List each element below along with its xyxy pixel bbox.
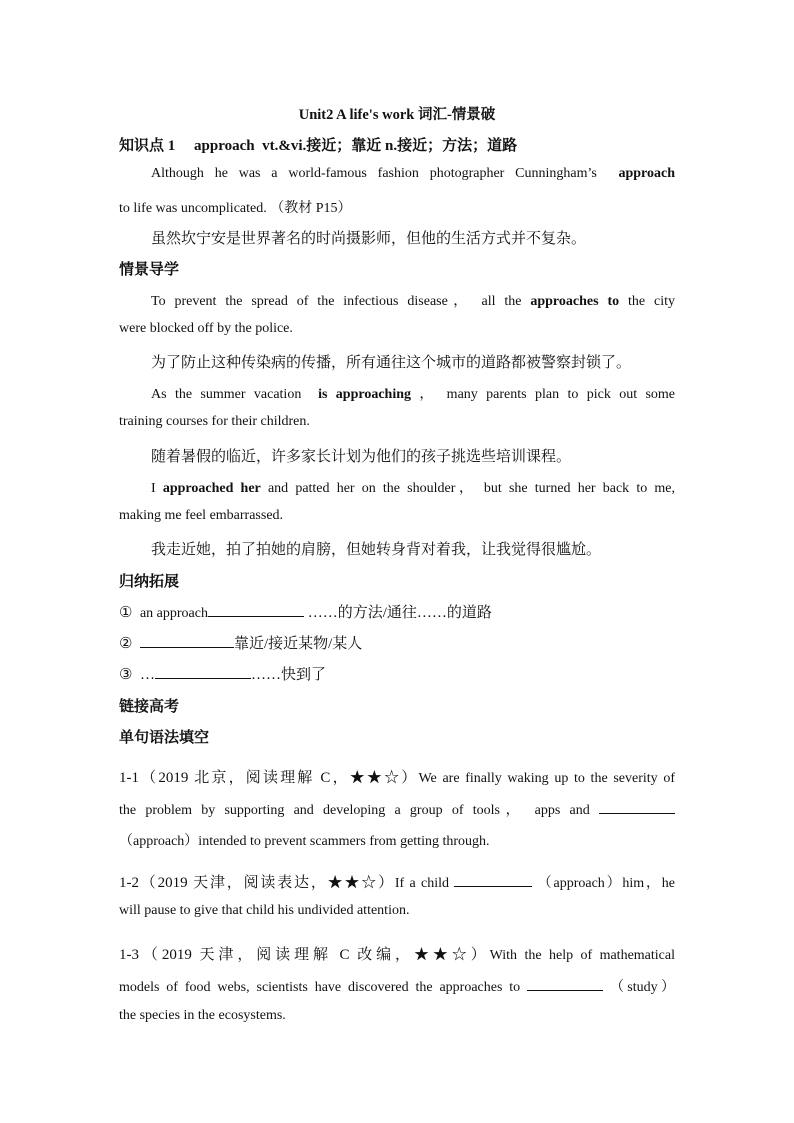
- context-3-line2: making me feel embarrassed.: [119, 508, 284, 523]
- question-1-1-line1: [119, 766, 675, 787]
- kp-word: approach: [194, 138, 255, 154]
- summary-item-meaning: 靠近/接近某物/某人: [233, 636, 363, 652]
- page-title: Unit2 A life's work 词汇-情景破: [298, 107, 496, 123]
- link-heading: 链接高考: [119, 699, 180, 715]
- fill-heading: 单句语法填空: [119, 730, 210, 746]
- example-en-text: Although he was a world-famous fashion photographer Cunningham’s: [151, 166, 597, 181]
- context-3-line1: [151, 477, 675, 497]
- context-2-text-a: As the summer vacation: [151, 387, 302, 402]
- context-3-text-b: and patted her on the shoulder， but she turned her back to me,: [267, 481, 676, 496]
- question-1-3-text: （study）: [609, 980, 676, 995]
- answer-blank[interactable]: [527, 976, 603, 991]
- example-en-bold: approach: [618, 166, 675, 181]
- kp-label: 知识点 1: [119, 138, 176, 154]
- answer-blank[interactable]: [140, 633, 234, 648]
- context-heading: 情景导学: [119, 262, 180, 278]
- example-en-line1: [151, 166, 675, 182]
- summary-item-prefix: an approach: [139, 606, 208, 621]
- summary-item-number: ①: [119, 605, 133, 621]
- question-1-3-line2: [119, 976, 675, 996]
- context-1-text-b: the city: [628, 294, 675, 309]
- question-1-1-line3: （approach）intended to prevent scammers from getting through.: [119, 834, 490, 849]
- context-1-cn: 为了防止这种传染病的传播，所有通往这个城市的道路都被警察封锁了。: [151, 355, 632, 371]
- summary-item-number: ②: [119, 636, 133, 652]
- answer-blank[interactable]: [155, 664, 251, 679]
- context-2-line1: [151, 383, 675, 403]
- example-cn: 虽然坎宁安是世界著名的时尚摄影师，但他的生活方式并不复杂。: [151, 231, 587, 247]
- context-1-line2: were blocked off by the police.: [119, 321, 293, 336]
- question-1-1-line2: [119, 799, 675, 819]
- summary-item-meaning: ……的方法/通往……的道路: [307, 605, 492, 621]
- summary-item-prefix: …: [139, 667, 155, 683]
- question-1-2-text: If a child: [394, 876, 450, 891]
- summary-item-number: ③: [119, 667, 133, 683]
- summary-item-2: [119, 632, 675, 653]
- question-1-1-source: 1-1（2019 北京，阅读理解 C，★★☆）: [119, 770, 419, 786]
- question-1-2-line1: [119, 871, 675, 892]
- answer-blank[interactable]: [208, 602, 304, 617]
- context-1-bold: approaches to: [530, 294, 620, 309]
- question-1-1-text: We are finally waking up to the severity of: [418, 771, 675, 786]
- summary-heading: 归纳拓展: [119, 574, 180, 590]
- question-1-2-line2: will pause to give that child his undivided attention.: [119, 903, 410, 918]
- answer-blank[interactable]: [599, 799, 675, 814]
- question-1-3-line3: the species in the ecosystems.: [119, 1008, 286, 1023]
- answer-blank[interactable]: [454, 872, 532, 887]
- context-1-line1: [151, 290, 675, 310]
- question-1-3-text: With the help of mathematical: [489, 948, 675, 963]
- question-1-2-source: 1-2（2019 天津，阅读表达，★★☆）: [119, 875, 395, 891]
- question-1-3-source: 1-3（2019 天津，阅读理解 C 改编，★★☆）: [119, 947, 490, 963]
- context-2-line2: training courses for their children.: [119, 414, 310, 429]
- kp-definition: vt.&vi.接近；靠近 n.接近；方法；道路: [262, 138, 518, 154]
- context-2-cn: 随着暑假的临近，许多家长计划为他们的孩子挑选些培训课程。: [151, 449, 572, 465]
- example-en-line2: to life was uncomplicated. （教材 P15）: [119, 201, 352, 216]
- context-3-bold: approached her: [162, 481, 261, 496]
- summary-item-3: [119, 663, 675, 684]
- question-1-3-text: models of food webs, scientists have discovered the approaches to: [119, 980, 521, 995]
- context-3-text-a: I: [151, 481, 156, 496]
- context-1-text-a: To prevent the spread of the infectious disease， all the: [151, 294, 522, 309]
- question-1-3-line1: [119, 943, 675, 964]
- question-1-1-text: the problem by supporting and developing a group of tools， apps and: [119, 803, 590, 818]
- knowledge-point-heading: [119, 134, 675, 155]
- context-2-text-b: ， many parents plan to pick out some: [419, 387, 676, 402]
- context-2-bold: is approaching: [318, 387, 412, 402]
- summary-item-meaning: ……快到了: [250, 667, 326, 683]
- context-3-cn: 我走近她，拍了拍她的肩膀，但她转身背对着我，让我觉得很尴尬。: [151, 542, 602, 558]
- summary-item-1: [119, 601, 675, 622]
- question-1-2-text: （approach）him，he: [537, 876, 676, 891]
